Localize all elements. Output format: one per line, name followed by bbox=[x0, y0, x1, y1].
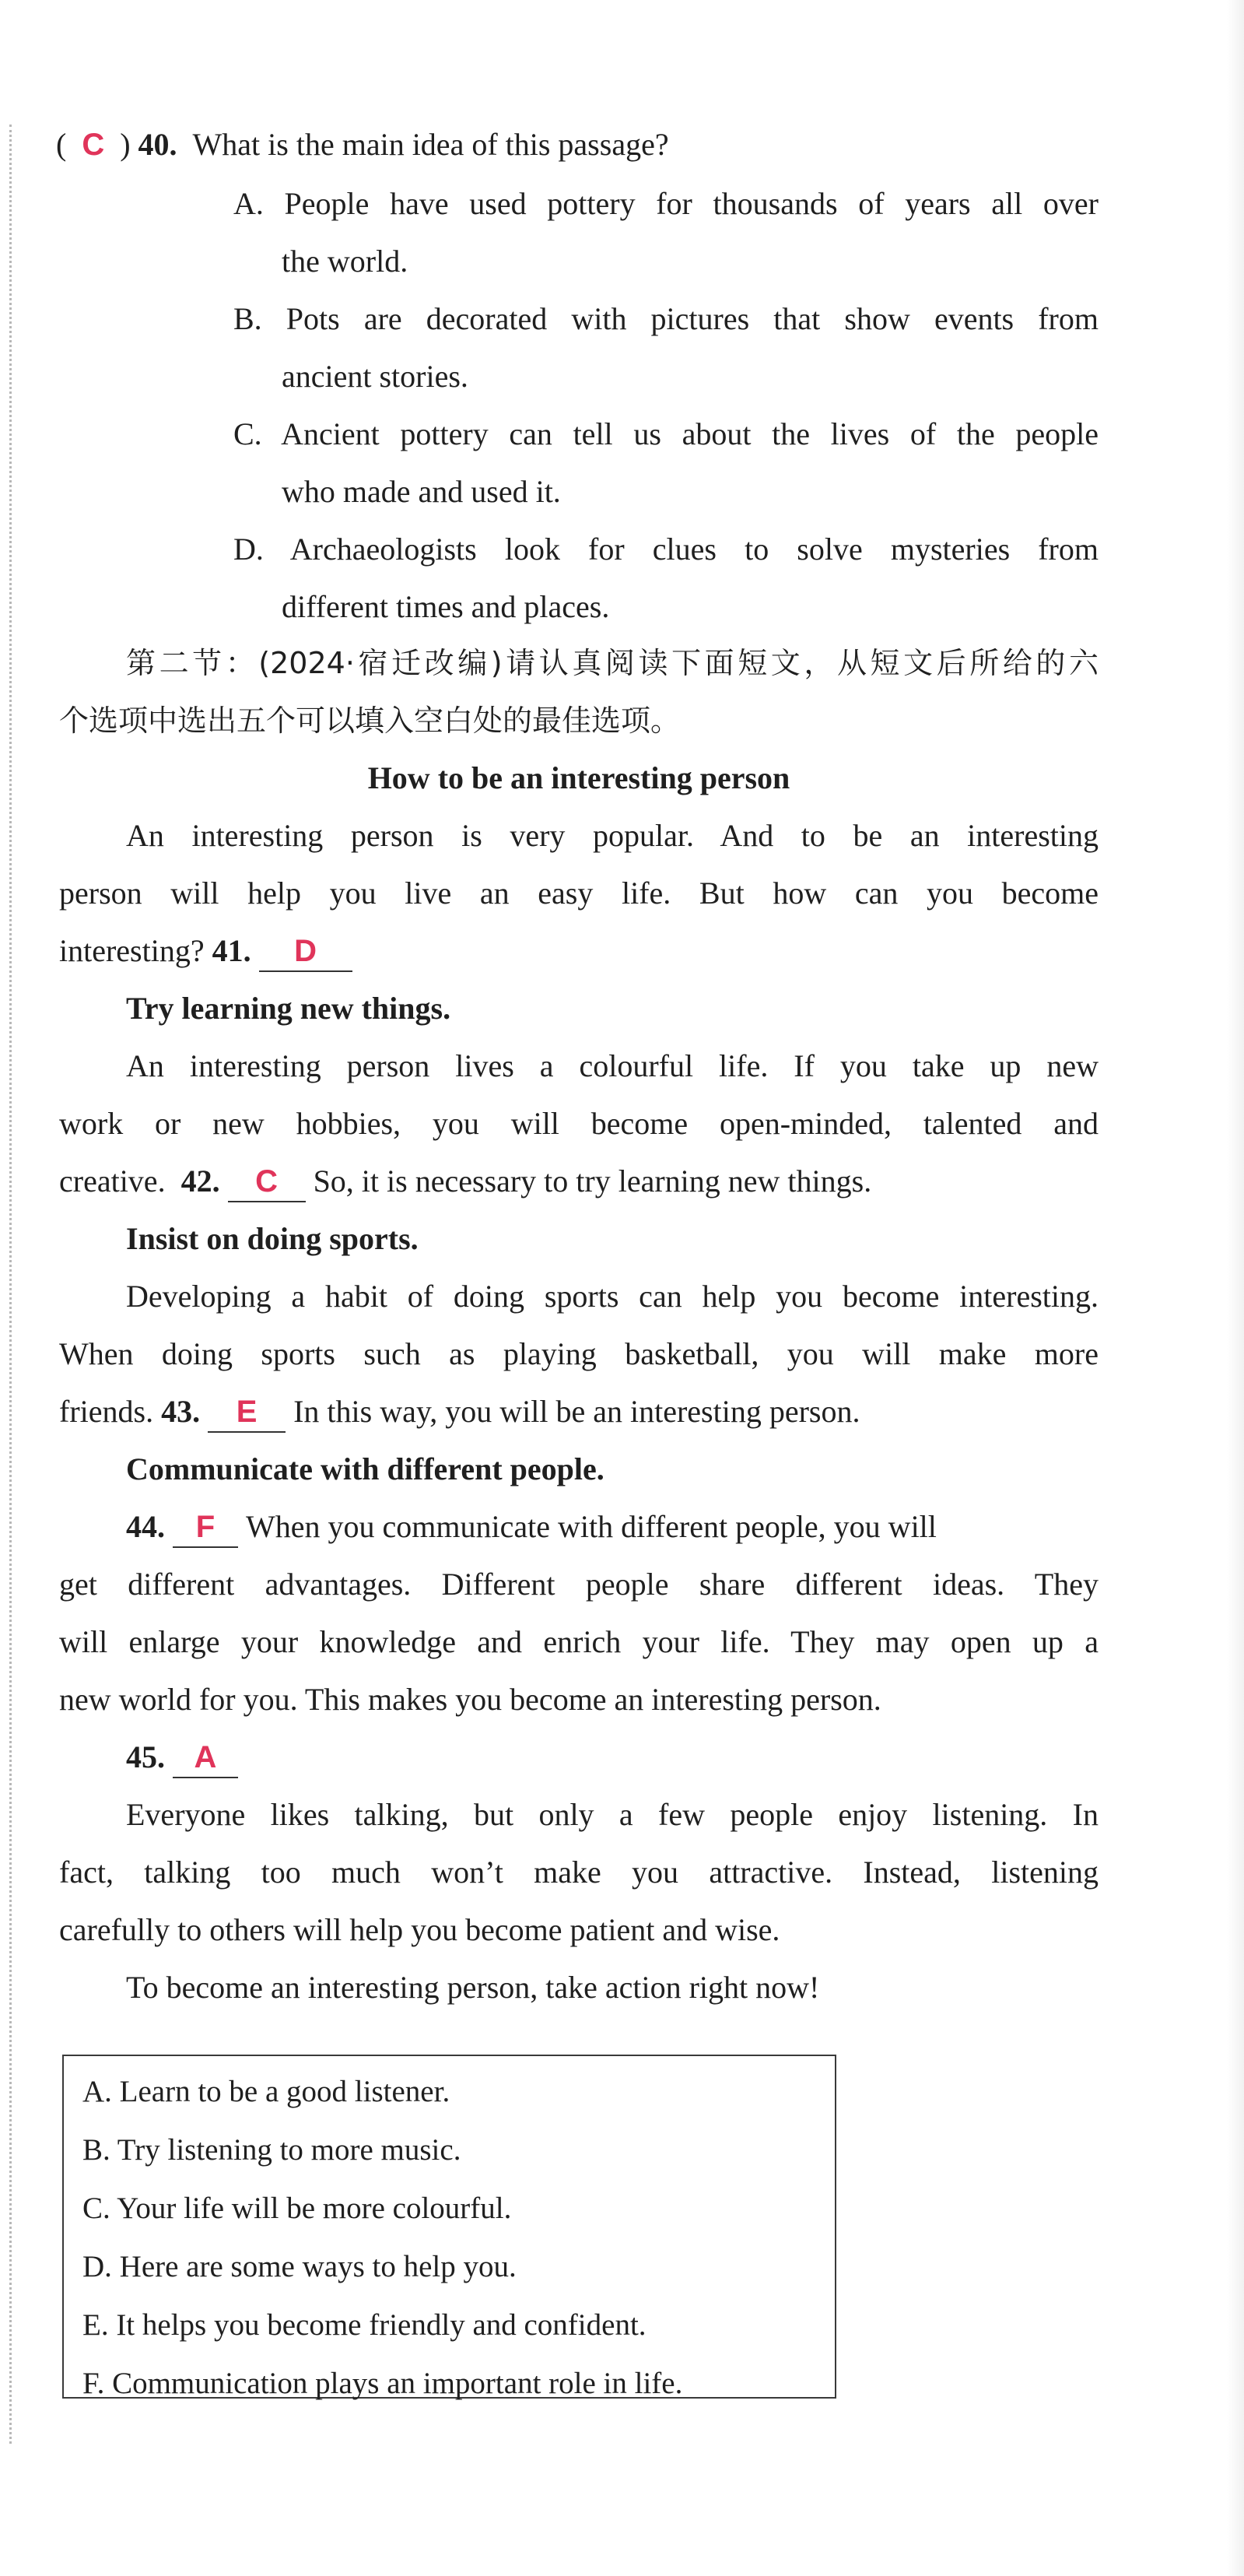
option-a-line2: the world. bbox=[282, 244, 408, 279]
answer-45: A bbox=[194, 1740, 217, 1774]
question-text: What is the main idea of this passage? bbox=[192, 127, 669, 162]
answer-41: D bbox=[294, 934, 317, 968]
paragraph-4-line1: 44. F When you communicate with different people, you will bbox=[126, 1504, 937, 1550]
option-b: B. Try listening to more music. bbox=[82, 2133, 461, 2167]
passage-title: How to be an interesting person bbox=[367, 760, 790, 795]
section-heading-3: Communicate with different people. bbox=[126, 1451, 604, 1486]
paragraph-2-line3: creative. 42. C So, it is necessary to try learning new things. bbox=[59, 1158, 871, 1205]
blank-45 bbox=[173, 1738, 238, 1778]
blank-42 bbox=[228, 1162, 306, 1202]
option-d-line2: different times and places. bbox=[282, 589, 610, 624]
paragraph-5-line1: Everyone likes talking, but only a few people enjoy listening. In bbox=[126, 1797, 1099, 1832]
options-box bbox=[62, 2055, 836, 2399]
answer-42: C bbox=[255, 1164, 278, 1199]
blank-41 bbox=[259, 932, 352, 972]
option-b-line1: B. Pots are decorated with pictures that show events from bbox=[233, 301, 1099, 336]
paragraph-1-line2: person will help you live an easy life. But how can you become bbox=[59, 876, 1099, 911]
question-40-stem: ( C ) 40. What is the main idea of this passage? bbox=[56, 127, 669, 162]
paragraph-2-line2: work or new hobbies, you will become open-minded, talented and bbox=[59, 1106, 1099, 1141]
section-instruction-line2: 个选项中选出五个可以填入空白处的最佳选项。 bbox=[59, 704, 681, 738]
option-a: A. Learn to be a good listener. bbox=[82, 2075, 450, 2108]
paragraph-3-line2: When doing sports such as playing basketball, you will make more bbox=[59, 1336, 1099, 1371]
paragraph-1-line1: An interesting person is very popular. And to be an interesting bbox=[126, 818, 1099, 853]
paragraph-4-line2: get different advantages. Different people share different ideas. They bbox=[59, 1567, 1099, 1602]
option-d: D. Here are some ways to help you. bbox=[82, 2250, 517, 2283]
option-c-line1: C. Ancient pottery can tell us about the lives of the people bbox=[233, 416, 1099, 451]
option-a-line1: A. People have used pottery for thousands of years all over bbox=[233, 186, 1099, 221]
page-edge-shadow bbox=[1227, 0, 1244, 2576]
option-c: C. Your life will be more colourful. bbox=[82, 2192, 512, 2225]
paragraph-4-line3: will enlarge your knowledge and enrich your life. They may open up a bbox=[59, 1624, 1099, 1659]
answer-43: E bbox=[236, 1395, 258, 1429]
closing-sentence: To become an interesting person, take action right now! bbox=[126, 1970, 820, 2005]
section-heading-2: Insist on doing sports. bbox=[126, 1221, 419, 1256]
binding-dotted-line bbox=[9, 125, 12, 2444]
option-d-line1: D. Archaeologists look for clues to solve mysteries from bbox=[233, 532, 1099, 567]
question-45-line: 45. A bbox=[126, 1734, 238, 1781]
blank-43 bbox=[208, 1392, 286, 1433]
paragraph-4-line4: new world for you. This makes you become an interesting person. bbox=[59, 1682, 881, 1717]
question-number: 40. bbox=[138, 127, 177, 162]
paragraph-3-line3: friends. 43. E In this way, you will be an interesting person. bbox=[59, 1388, 860, 1435]
paragraph-1-line3: interesting? 41. D bbox=[59, 928, 352, 974]
paragraph-3-line1: Developing a habit of doing sports can help you become interesting. bbox=[126, 1279, 1099, 1314]
option-b-line2: ancient stories. bbox=[282, 359, 468, 394]
section-heading-1: Try learning new things. bbox=[126, 991, 451, 1026]
answer-44: F bbox=[195, 1510, 216, 1544]
option-c-line2: who made and used it. bbox=[282, 474, 561, 509]
option-f: F. Communication plays an important role in life. bbox=[82, 2367, 683, 2400]
paragraph-5-line3: carefully to others will help you become patient and wise. bbox=[59, 1912, 780, 1947]
answer-40: C bbox=[82, 128, 105, 162]
blank-44 bbox=[173, 1507, 238, 1548]
option-e: E. It helps you become friendly and confident. bbox=[82, 2308, 647, 2342]
section-instruction-line1: 第二节：(2024·宿迁改编)请认真阅读下面短文，从短文后所给的六 bbox=[126, 646, 1099, 680]
paragraph-2-line1: An interesting person lives a colourful life. If you take up new bbox=[126, 1048, 1099, 1083]
paragraph-5-line2: fact, talking too much won’t make you attractive. Instead, listening bbox=[59, 1855, 1099, 1890]
